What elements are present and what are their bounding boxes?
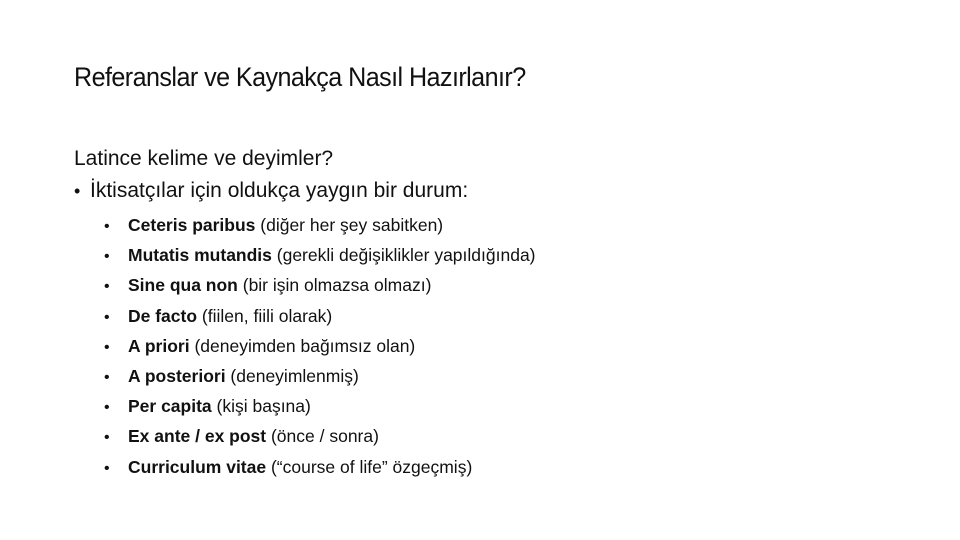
slide-body xyxy=(74,143,934,483)
list-item xyxy=(104,453,934,483)
latin-term: A priori xyxy=(128,335,190,356)
list-item xyxy=(104,332,934,362)
term-description: (“course of life” özgeçmiş) xyxy=(266,456,473,477)
list-item xyxy=(104,271,934,301)
bullet-marker: • xyxy=(104,399,110,417)
latin-term: A posteriori xyxy=(128,366,226,387)
term-description: (kişi başına) xyxy=(211,396,311,417)
bullet-marker: • xyxy=(104,308,110,326)
intro-text: Latince kelime ve deyimler? xyxy=(74,147,334,170)
latin-term: De facto xyxy=(128,305,198,326)
level1-bullet-text: İktisatçılar için oldukça yaygın bir durum: xyxy=(90,179,469,202)
bullet-marker: • xyxy=(74,181,81,201)
latin-term: Ex ante / ex post xyxy=(128,426,267,447)
level1-bullet-item xyxy=(74,175,934,207)
latin-term: Sine qua non xyxy=(128,275,238,296)
list-item xyxy=(104,422,934,452)
term-description: (bir işin olmazsa olmazı) xyxy=(237,275,432,296)
bullet-marker: • xyxy=(104,369,110,387)
bullet-marker: • xyxy=(104,429,110,447)
slide-title: Referanslar ve Kaynakça Nasıl Hazırlanır? xyxy=(74,62,526,92)
bullet-marker: • xyxy=(104,218,110,235)
latin-term: Mutatis mutandis xyxy=(128,245,272,266)
list-item xyxy=(104,241,934,271)
term-description: (gerekli değişiklikler yapıldığında) xyxy=(271,245,536,266)
bullet-marker: • xyxy=(104,248,110,266)
latin-term: Per capita xyxy=(128,396,212,417)
list-item xyxy=(104,392,934,422)
list-item xyxy=(104,362,934,392)
term-description: (diğer her şey sabitken) xyxy=(255,215,444,235)
term-description: (fiilen, fiili olarak) xyxy=(197,305,333,326)
bullet-marker: • xyxy=(104,459,110,477)
bullet-marker: • xyxy=(104,338,110,356)
bullet-marker: • xyxy=(104,278,110,296)
latin-term: Ceteris paribus xyxy=(128,215,256,235)
latin-term: Curriculum vitae xyxy=(128,456,267,477)
list-item xyxy=(104,302,934,332)
list-item xyxy=(104,211,934,241)
latin-terms-list xyxy=(74,211,934,483)
term-description: (deneyimlenmiş) xyxy=(225,366,359,387)
term-description: (deneyimden bağımsız olan) xyxy=(189,335,416,356)
term-description: (önce / sonra) xyxy=(266,426,379,447)
